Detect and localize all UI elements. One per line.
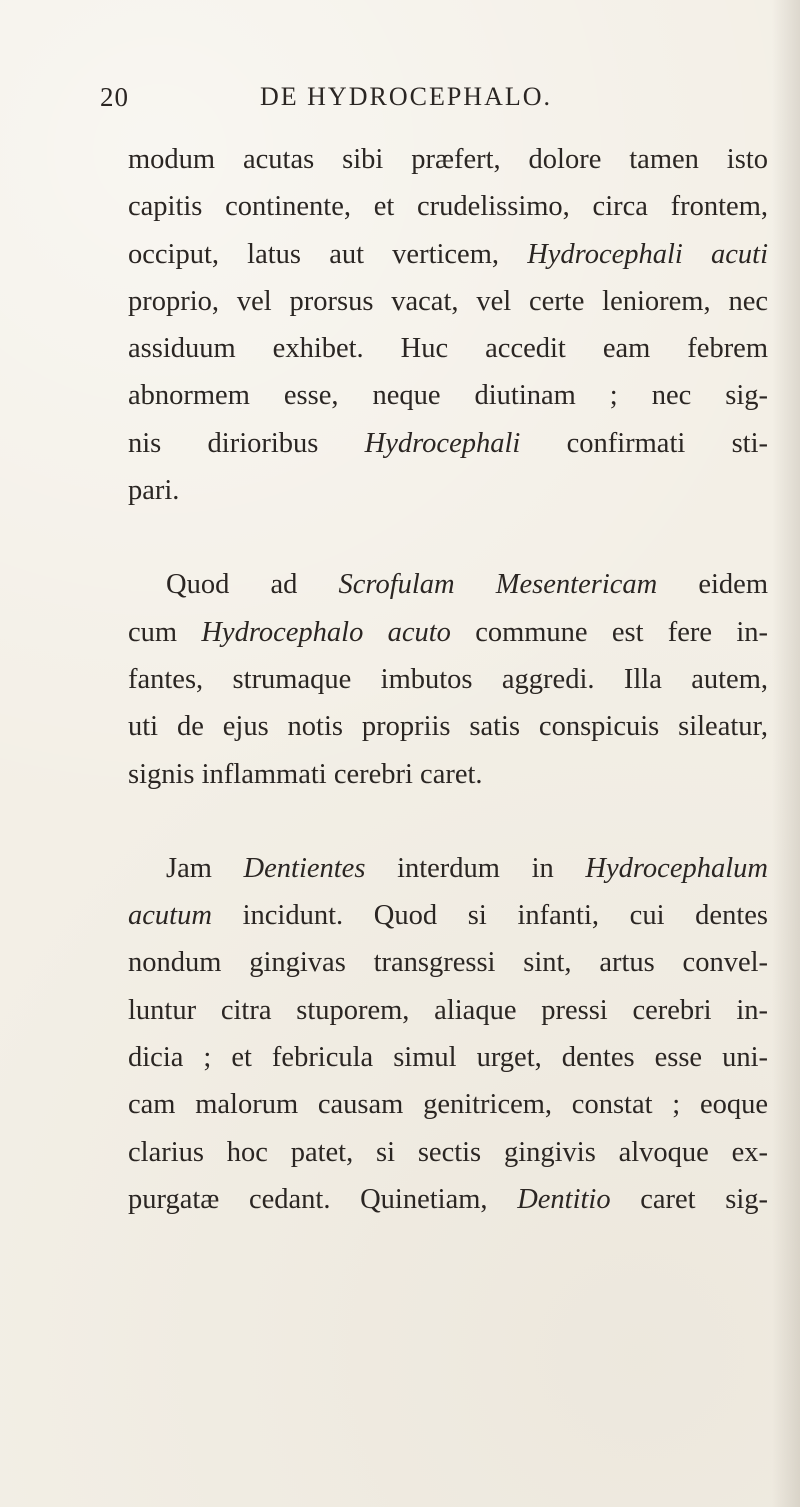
text-line: nondum gingivas transgressi sint, artus convel- — [128, 947, 768, 979]
text-run: Jam — [166, 852, 244, 884]
text-line: clarius hoc patet, si sectis gingivis alvoque ex- — [128, 1136, 768, 1168]
italic-run: Hydrocephali — [364, 427, 521, 459]
page-edge-shadow — [772, 0, 800, 1507]
italic-run: Hydrocephalo acuto — [201, 616, 451, 648]
text-run: commune est fere in- — [450, 616, 768, 648]
text-run: cum — [128, 616, 202, 648]
text-line: dicia ; et febricula simul urget, dentes esse uni- — [128, 1042, 768, 1074]
paragraph-1 — [128, 136, 768, 514]
paragraph-gap — [128, 514, 768, 561]
text-line: signis inflammati cerebri caret. — [128, 758, 483, 790]
text-line — [128, 1176, 768, 1223]
text-run: confirmati sti- — [520, 427, 768, 459]
text-line — [128, 609, 768, 656]
text-line: modum acutas sibi præfert, dolore tamen isto — [128, 144, 768, 175]
italic-run: Hydrocephali acuti — [527, 238, 768, 270]
text-run: caret sig- — [610, 1183, 769, 1215]
text-line — [128, 892, 768, 939]
italic-run: Dentitio — [517, 1183, 611, 1215]
text-run: eidem — [657, 569, 768, 601]
paragraph-gap — [128, 798, 768, 845]
italic-run: acutum — [128, 900, 212, 932]
text-line: fantes, strumaque imbutos aggredi. Illa autem, — [128, 663, 768, 695]
text-run: Quod ad — [166, 569, 339, 601]
text-run: interdum in — [365, 852, 586, 884]
text-line: abnormem esse, neque diutinam ; nec sig- — [128, 380, 768, 412]
paragraph-2 — [128, 561, 768, 797]
text-run: occiput, latus aut verticem, — [128, 238, 528, 270]
italic-run: Hydrocephalum — [585, 852, 768, 884]
text-line — [128, 845, 768, 892]
text-line — [128, 231, 768, 278]
page-body — [128, 136, 768, 1223]
text-line: uti de ejus notis propriis satis conspicuis sileatur, — [128, 711, 768, 743]
italic-run: Dentientes — [243, 852, 366, 884]
text-line: pari. — [128, 475, 180, 507]
text-run: nis dirioribus — [128, 427, 365, 459]
page-header — [100, 82, 700, 122]
italic-run: Scrofulam Mesentericam — [338, 569, 658, 601]
text-run: purgatæ cedant. Quinetiam, — [128, 1183, 518, 1215]
text-run: incidunt. Quod si infanti, cui dentes — [211, 900, 768, 932]
paragraph-3 — [128, 845, 768, 1223]
text-line — [128, 420, 768, 467]
text-line: cam malorum causam genitricem, constat ; eoque — [128, 1089, 768, 1121]
page-number: 20 — [100, 82, 129, 112]
text-line: assiduum exhibet. Huc accedit eam febrem — [128, 333, 768, 365]
running-head: DE HYDROCEPHALO. — [260, 82, 552, 111]
text-line: luntur citra stuporem, aliaque pressi cerebri in- — [128, 994, 768, 1026]
text-line: capitis continente, et crudelissimo, circa frontem, — [128, 191, 768, 223]
text-line — [128, 561, 768, 608]
text-line: proprio, vel prorsus vacat, vel certe leniorem, nec — [128, 285, 768, 317]
